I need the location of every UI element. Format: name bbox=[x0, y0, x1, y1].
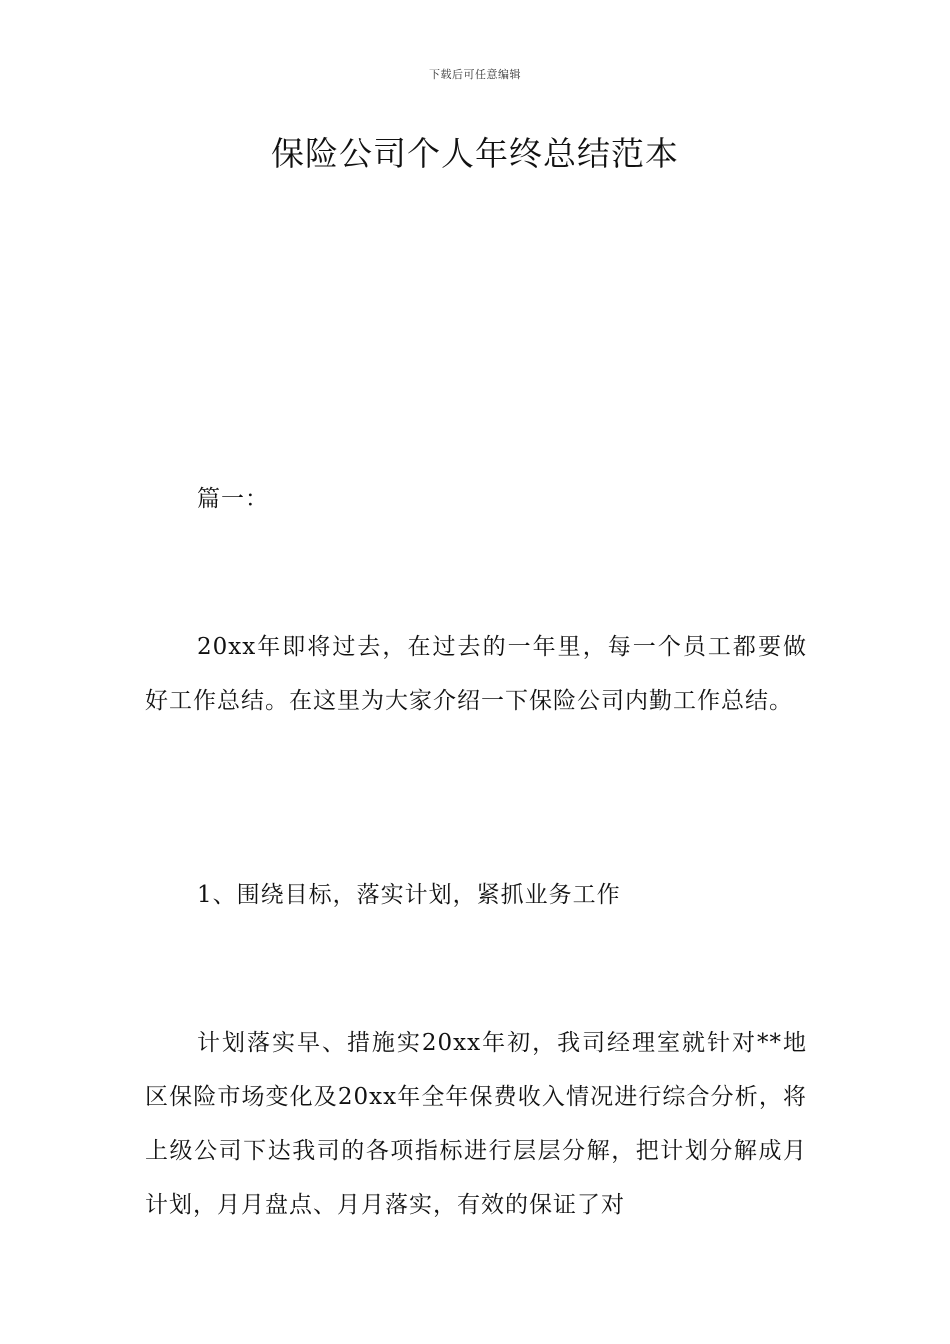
intro-paragraph: 20xx年即将过去，在过去的一年里，每一个员工都要做好工作总结。在这里为大家介绍一下保险公司内勤工作总结。 bbox=[145, 634, 807, 714]
section-heading-1: 1、围绕目标，落实计划，紧抓业务工作 bbox=[197, 882, 621, 908]
body-paragraph-1: 计划落实早、措施实20xx年初，我司经理室就针对**地区保险市场变化及20xx年全年保费收入情况进行综合分析，将上级公司下达我司的各项指标进行层层分解，把计划分解成月计划，月月盘点、月月落实，有效的保证了对 bbox=[145, 1030, 807, 1218]
header-note: 下载后可任意编辑 bbox=[429, 68, 521, 81]
document-title: 保险公司个人年终总结范本 bbox=[271, 134, 679, 173]
section-label: 篇一： bbox=[197, 486, 269, 512]
